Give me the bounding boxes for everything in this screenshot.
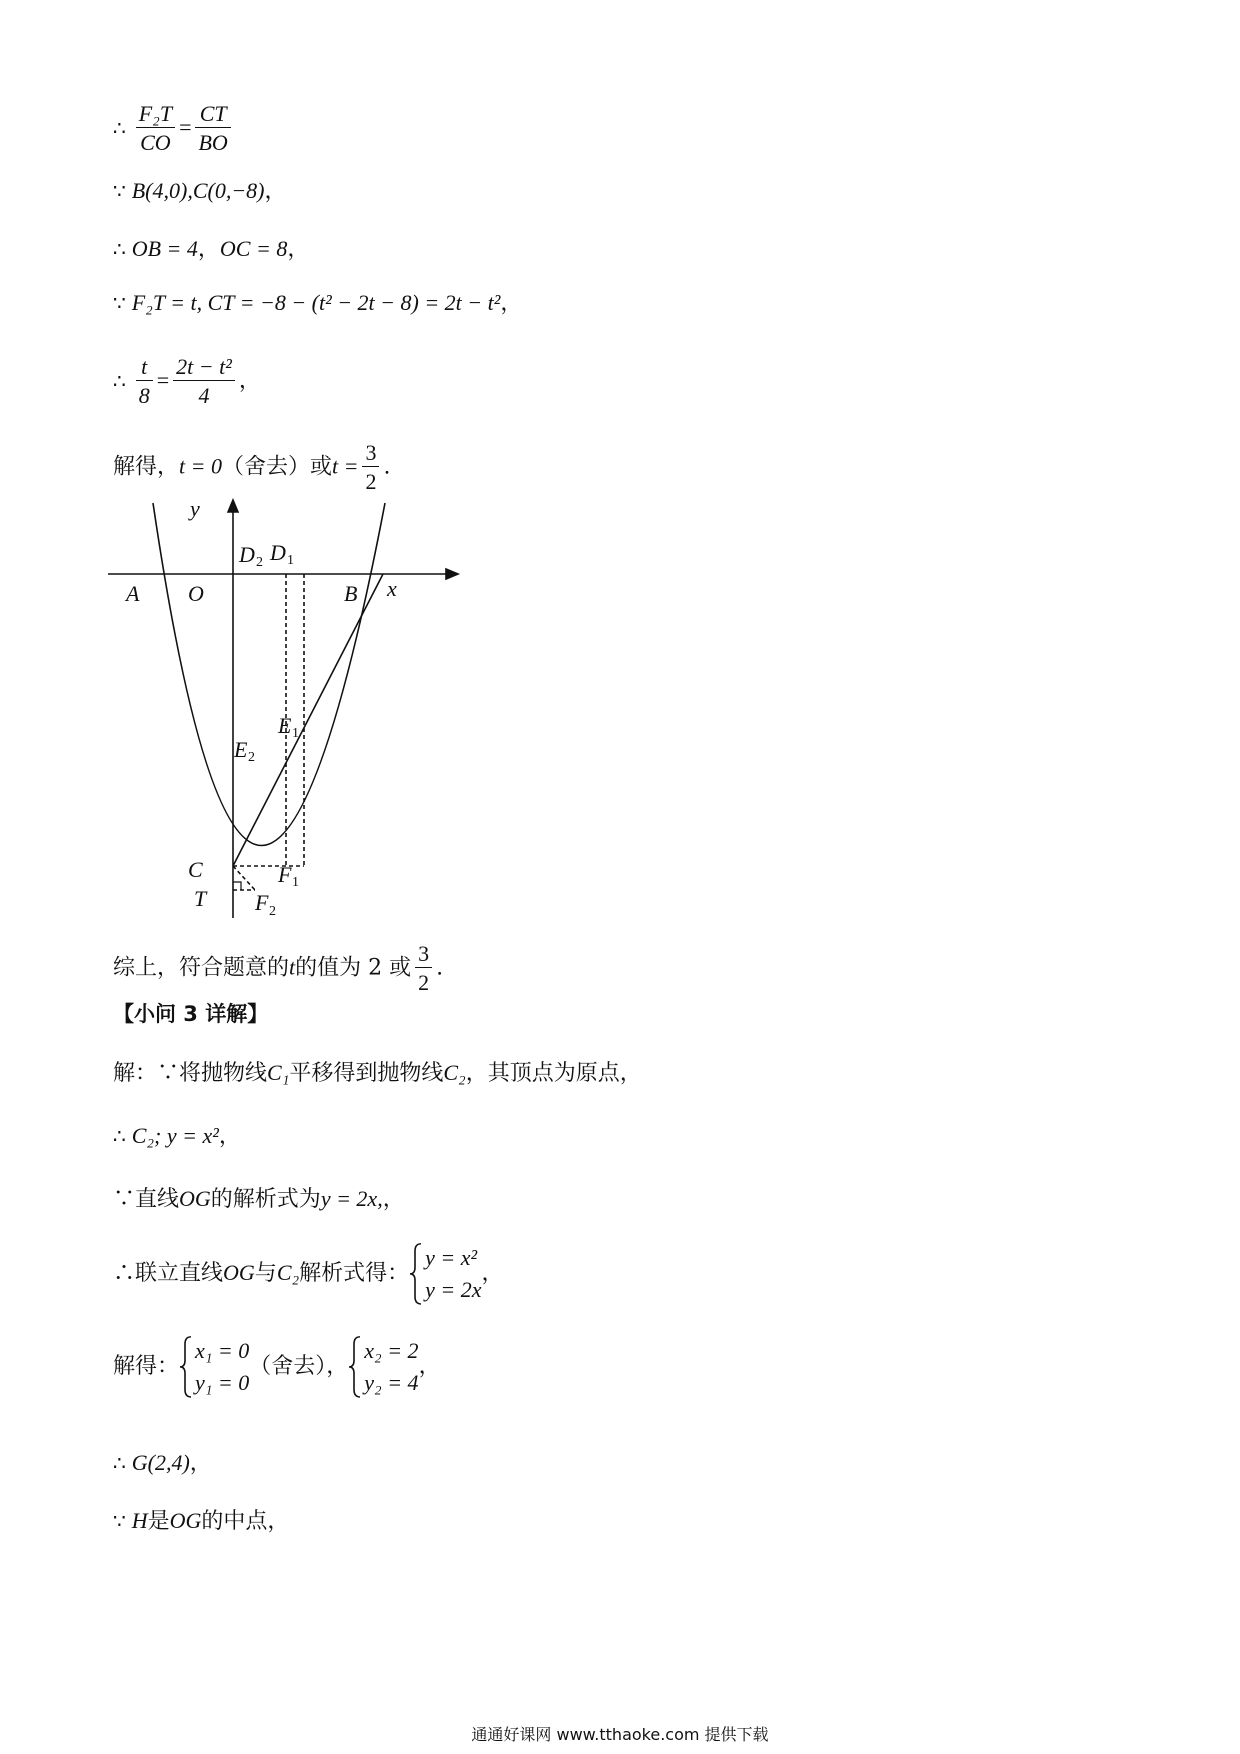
label-e2: E xyxy=(234,737,248,762)
label-d1: D xyxy=(270,540,286,565)
therefore-symbol: ∴ xyxy=(113,115,126,140)
svg-text:1: 1 xyxy=(287,553,294,568)
label-b: B xyxy=(344,581,358,606)
line-ct: ∵ F₂T = t, CT = −8 − (t² − 2t − 8) = 2t − t²， xyxy=(113,290,523,316)
svg-text:1: 1 xyxy=(292,875,299,890)
label-a: A xyxy=(126,581,140,606)
line-g: ∴ G(2,4)， xyxy=(113,1450,212,1476)
line-ratio: ∴ $\frac{\text{F₂T}}{CO}$ = $\frac{CT}{BO}$ xyxy=(113,103,235,154)
line-h: ∵ H是OG的中点， xyxy=(113,1508,290,1534)
svg-text:2: 2 xyxy=(269,904,276,918)
parabola-curve xyxy=(153,503,385,846)
equation-system: y = x² y = 2x xyxy=(409,1242,481,1306)
parabola-figure xyxy=(108,498,468,918)
label-e1: E xyxy=(278,713,292,738)
right-angle-mark xyxy=(233,882,241,890)
line-translate: 解：∵将抛物线C₁平移得到抛物线C₂，其顶点为原点， xyxy=(113,1060,642,1086)
x-axis-arrow xyxy=(446,569,458,579)
svg-text:1: 1 xyxy=(292,726,299,741)
label-t: T xyxy=(194,886,207,911)
svg-text:2: 2 xyxy=(256,555,263,570)
frac-den: CO xyxy=(140,130,171,155)
label-x: x xyxy=(387,576,397,601)
line-conclusion: 综上，符合题意的t的值为 2 或 $\frac{3}{2}$ . xyxy=(113,941,444,995)
line-solve-t: 解得，t = 0（舍去）或t = $\frac{3}{2}$ . xyxy=(113,440,391,494)
page-footer: 通通好课网 www.tthaoke.com 提供下载 xyxy=(471,1725,769,1744)
label-f1: F xyxy=(278,862,292,887)
label-y: y xyxy=(190,498,200,521)
line-equation: ∴ $\frac{t}{8}$ = $\frac{\text{2t − t²}}{4}$ ， xyxy=(113,354,261,408)
line-lengths: ∴ OB = 4，OC = 8， xyxy=(113,236,310,262)
line-bc xyxy=(233,574,383,866)
label-c: C xyxy=(188,857,203,882)
label-d2: D xyxy=(239,542,255,567)
section-heading: 【小问 3 详解】 xyxy=(113,1002,269,1026)
frac-num: F₂T xyxy=(136,103,175,128)
svg-text:2: 2 xyxy=(248,750,255,765)
label-f2: F xyxy=(255,890,269,915)
line-c2: ∴ C₂; y = x²， xyxy=(113,1123,241,1149)
line-points: ∵ B(4,0),C(0,−8)， xyxy=(113,178,287,204)
line-system: ∴联立直线OG与C₂解析式得： y = x² y = 2x ， xyxy=(113,1242,504,1306)
dashed-c-f2 xyxy=(233,866,255,890)
label-o: O xyxy=(188,581,204,606)
line-solutions: 解得： x₁ = 0 y₁ = 0 （舍去）， x₂ = 2 y₂ = 4 ， xyxy=(113,1335,441,1399)
line-og: ∵直线OG的解析式为y = 2x,， xyxy=(113,1186,405,1212)
because-symbol: ∵ xyxy=(113,179,126,203)
y-axis-arrow xyxy=(228,500,238,512)
